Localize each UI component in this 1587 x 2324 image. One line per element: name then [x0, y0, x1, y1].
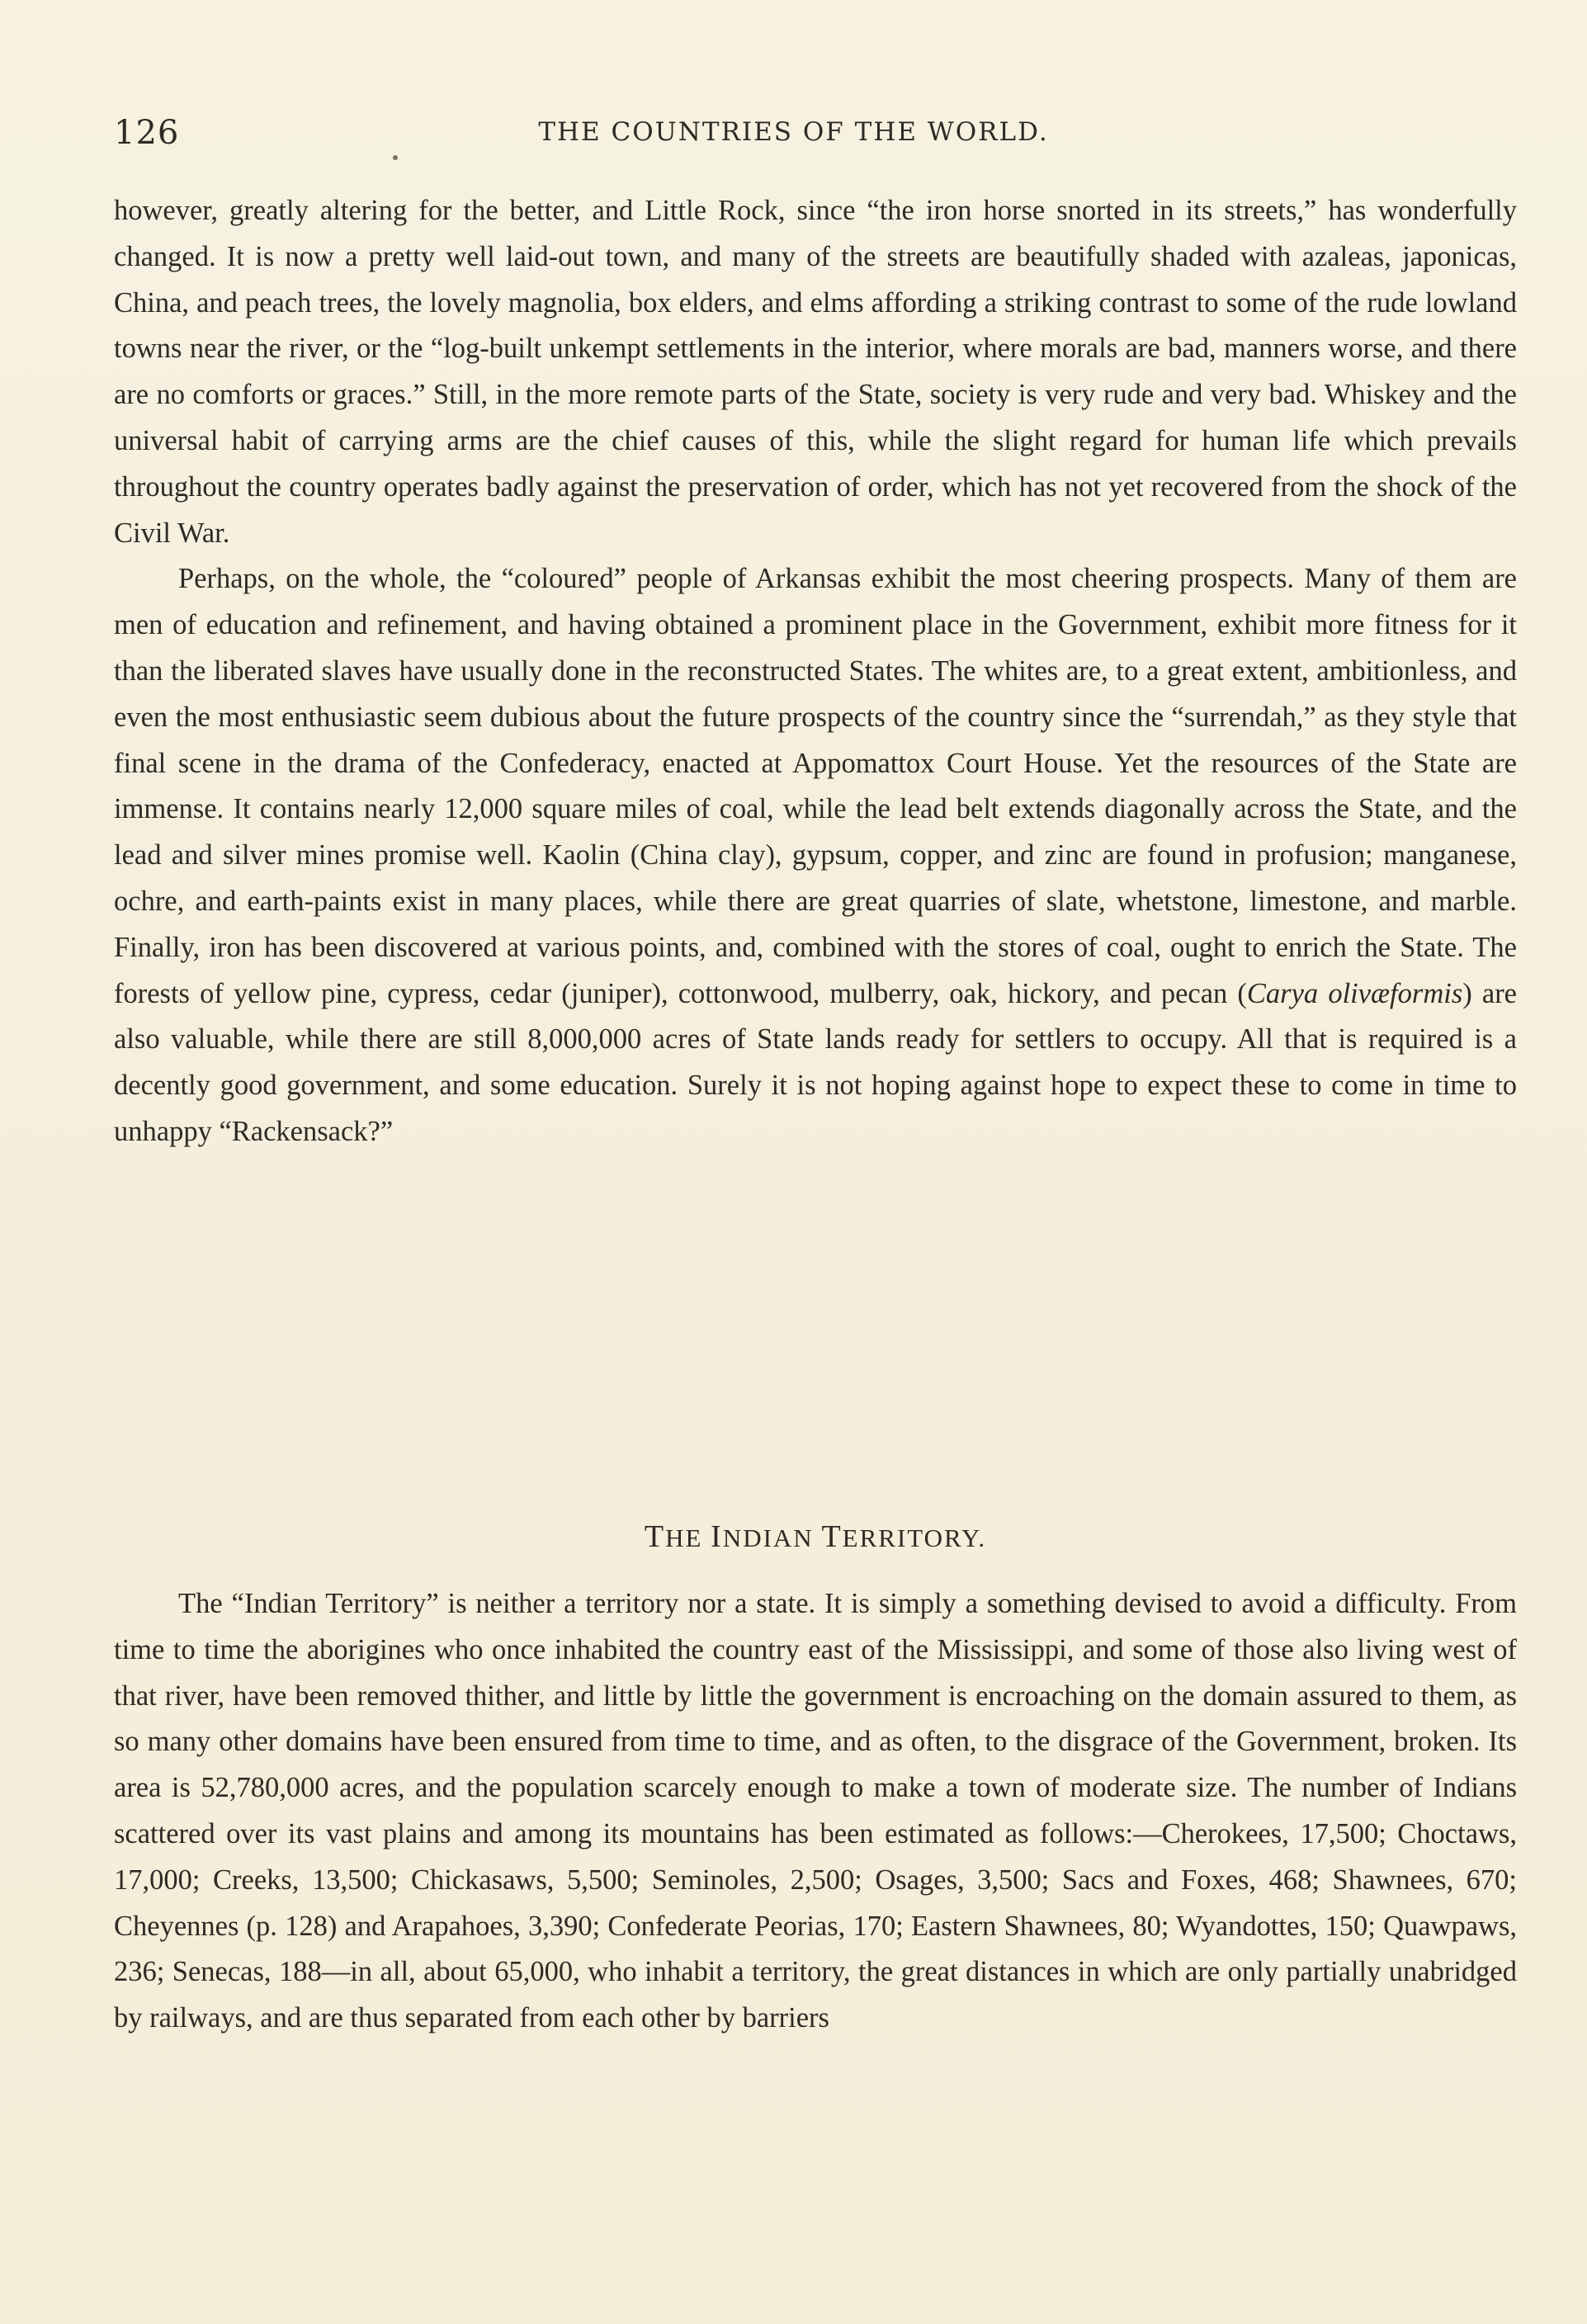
- heading-smallcaps: ERRITORY.: [842, 1523, 987, 1552]
- paragraph-indian-territory: The “Indian Territory” is neither a territory nor a state. It is simply a something devised to avoid a difficulty. From time to time the aborigines who once inhabited the country east of the Mississippi, and some of those also living west of that river, have been removed thither, and little by little the government is encroaching on the domain assured to them, as so many other domains have been ensured from time to time, and as often, to the disgrace of the Government, broken. Its area is 52,780,000 acres, and the population scarcely enough to make a town of moderate size. The number of Indians scattered over its vast plains and among its mountains has been estimated as follows:—Cherokees, 17,500; Choctaws, 17,000; Creeks, 13,500; Chickasaws, 5,500; Seminoles, 2,500; Osages, 3,500; Sacs and Foxes, 468; Shawnees, 670; Cheyennes (p. 128) and Arapahoes, 3,390; Confederate Peorias, 170; Eastern Shawnees, 80; Wyandottes, 150; Quawpaws, 236; Senecas, 188—in all, about 65,000, who inhabit a territory, the great distances in which are only partially unabridged by railways, and are thus separated from each other by barriers: [114, 1588, 1517, 2034]
- paragraph-text-part: Perhaps, on the whole, the “coloured” people of Arkansas exhibit the most cheering prospects. Many of them are men of education and refinement, and having obtained a prominent place in the Government, exhibit more fitness for it than the liberated slaves have usually done in the reconstructed States. The whites are, to a great extent, ambitionless, and even the most enthusiastic seem dubious about the future prospects of the country since the “surrendah,” as they style that final scene in the drama of the Confederacy, enacted at Appomattox Court House. Yet the resources of the State are immense. It contains nearly 12,000 square miles of coal, while the lead belt extends diagonally across the State, and the lead and silver mines promise well. Kaolin (China clay), gypsum, copper, and zinc are found in profusion; manganese, ochre, and earth-paints exist in many places, while there are great quarries of slate, whetstone, limestone, and marble. Finally, iron has been discovered at various points, and, combined with the stores of coal, ought to enrich the State. The forests of yellow pine, cypress, cedar (juniper), cottonwood, mulberry, oak, hickory, and pecan (: [114, 563, 1517, 1009]
- heading-smallcaps: NDIAN: [722, 1523, 814, 1552]
- heading-smallcaps: HE: [665, 1523, 703, 1552]
- heading-initial: T: [821, 1519, 843, 1554]
- page-number: 126: [114, 114, 180, 152]
- latin-name: Carya olivæformis: [1246, 977, 1463, 1009]
- heading-initial: T: [644, 1519, 666, 1554]
- running-title: THE COUNTRIES OF THE WORLD.: [538, 117, 1049, 147]
- paragraph-coloured-people: [114, 556, 1517, 1155]
- arkansas-text: [114, 188, 1517, 1155]
- paragraph-continuation: however, greatly altering for the better, and Little Rock, since “the iron horse snorted in its streets,” has wonderfully changed. It is now a pretty well laid-out town, and many of the streets are beautifully shaded with azaleas, japonicas, China, and peach trees, the lovely magnolia, box elders, and elms affording a striking contrast to some of the rude lowland towns near the river, or the “log-built unkempt settlements in the interior, where morals are bad, manners worse, and there are no comforts or graces.” Still, in the more remote parts of the State, society is very rude and very bad. Whiskey and the universal habit of carrying arms are the chief causes of this, while the slight regard for human life which prevails throughout the country operates badly against the preservation of order, which has not yet recovered from the shock of the Civil War.: [114, 195, 1517, 549]
- section-heading-indian-territory: [114, 1519, 1517, 1555]
- heading-initial: I: [711, 1519, 723, 1554]
- page-header: [114, 114, 1473, 163]
- indian-territory-text: [114, 1581, 1517, 2042]
- ink-speck: [393, 155, 398, 160]
- paragraph-text-part: ) are also valuable, while there are still 8,000,000 acres of State lands ready for settlers to occupy. All that is required is a decently good government, and some education. Surely it is not hoping against hope to expect these to come in time to unhappy “Rackensack?”: [114, 977, 1517, 1147]
